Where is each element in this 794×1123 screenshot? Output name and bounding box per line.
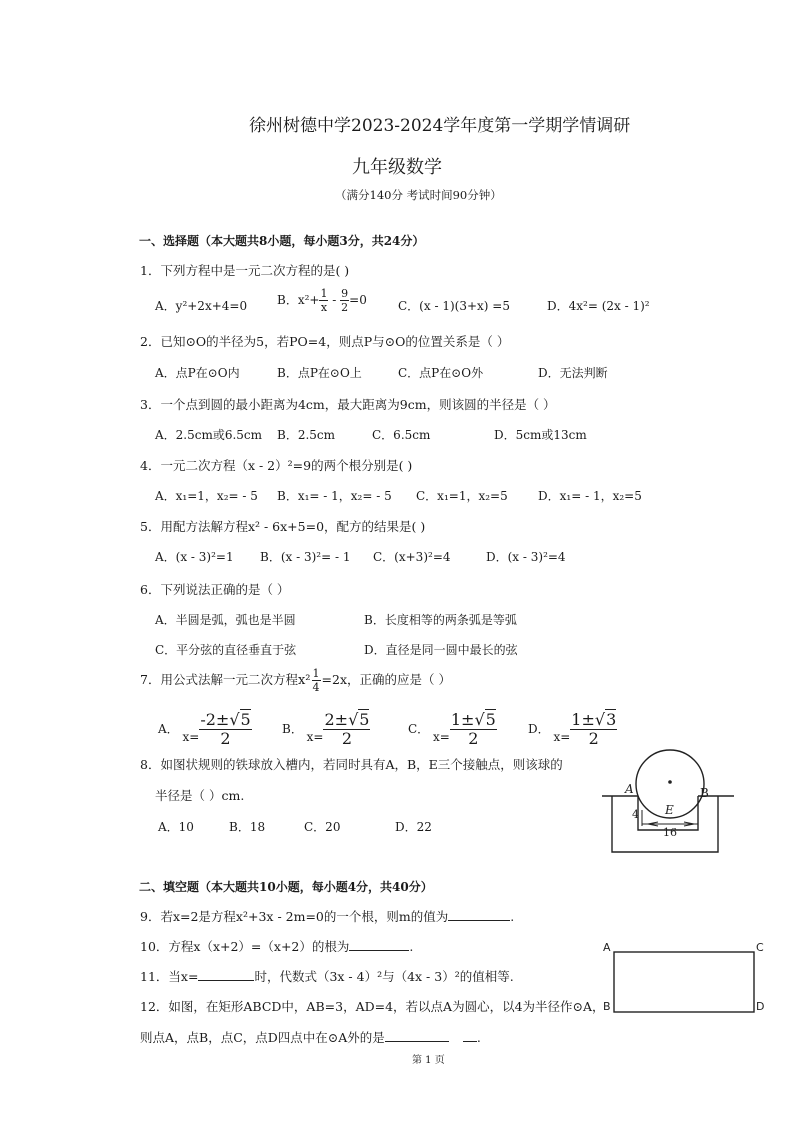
rect-label-d: D [756,1000,765,1013]
question-2-stem: 2．已知⊙O的半径为5，若PO=4，则点P与⊙O的位置关系是（ ） [140,334,510,349]
q5-option-b: B．(x - 3)²= - 1 [260,550,351,564]
subject-title: 九年级数学 [352,157,442,178]
q1-option-c: C．(x - 1)(3+x) =5 [398,299,510,313]
school-title: 徐州树德中学2023-2024学年度第一学期学情调研 [249,116,631,136]
rect-label-b: B [603,1000,611,1013]
q4-option-a: A．x₁=1，x₂= - 5 [155,489,258,503]
question-1-stem: 1．下列方程中是一元二次方程的是( ) [140,263,350,278]
question-6-stem: 6．下列说法正确的是（ ） [140,582,290,597]
q5-option-c: C．(x+3)²=4 [373,550,451,564]
section-heading-fill: 二、填空题（本大题共10小题，每小题4分，共40分） [139,880,433,894]
q4-option-d: D．x₁= - 1，x₂=5 [538,489,642,503]
q7-option-a: A． x= $\frac{-2\pm√5}{2}$ [158,710,251,748]
question-8-stem-line1: 8．如图状规则的铁球放入槽内，若同时具有A，B，E三个接触点，则该球的 [140,757,563,772]
q4-option-b: B．x₁= - 1，x₂= - 5 [277,489,392,503]
q5-option-d: D．(x - 3)²=4 [486,550,566,564]
exam-info: （满分140分 考试时间90分钟） [335,188,502,202]
question-9: 9．若x=2是方程x²+3x - 2m=0的一个根，则m的值为 . [140,909,515,924]
rectangle-abcd-figure [600,938,772,1020]
q6-option-b: B．长度相等的两条弧是等弧 [364,613,517,627]
question-12-line1: 12．如图，在矩形ABCD中，AB=3，AD=4，若以点A为圆心，以4为半径作⊙A， [140,999,605,1014]
q7-option-d: D． x= $\frac{1\pm√3}{2}$ [528,710,617,748]
q3-option-b: B．2.5cm [277,428,336,442]
q1-option-a: A．y²+2x+4=0 [155,299,248,313]
q2-option-c: C．点P在⊙O外 [398,366,484,380]
question-12-line2: 则点A，点B，点C，点D四点中在⊙A外的是 . [140,1030,481,1045]
q6-option-c: C．平分弦的直径垂直于弦 [155,643,297,657]
figure-label-b: B [700,786,709,800]
q10-answer-blank[interactable] [349,938,409,951]
q6-option-d: D．直径是同一圆中最长的弦 [364,643,518,657]
q11-answer-blank[interactable] [198,968,254,981]
q2-option-b: B．点P在⊙O上 [277,366,362,380]
section-heading-choice: 一、选择题（本大题共8小题，每小题3分，共24分） [139,234,425,248]
q3-option-a: A．2.5cm或6.5cm [155,428,263,442]
q2-option-d: D．无法判断 [538,366,608,380]
q8-option-c: C．20 [304,820,341,834]
q2-option-a: A．点P在⊙O内 [155,366,240,380]
q8-option-a: A．10 [158,820,194,834]
question-8-stem-line2: 半径是（ ）cm. [155,788,245,803]
ball-center-point [668,780,672,784]
q1-option-d: D．4x²= (2x - 1)² [547,299,650,313]
q12-answer-blank[interactable] [385,1029,449,1042]
q8-option-d: D．22 [395,820,432,834]
q9-answer-blank[interactable] [448,908,510,921]
figure-label-16: 16 [663,826,677,839]
q7-option-b: B． x= $\frac{2\pm√5}{2}$ [282,710,370,748]
ball-in-groove-figure [598,738,738,856]
question-7-stem: 7．用公式法解一元二次方程x² $\frac{1}{4}$ =2x，正确的应是（ ） [140,667,451,694]
q5-option-a: A．(x - 3)²=1 [155,550,234,564]
figure-label-e: E [665,803,674,817]
question-3-stem: 3．一个点到圆的最小距离为4cm，最大距离为9cm，则该圆的半径是（ ） [140,397,556,412]
question-4-stem: 4．一元二次方程（x - 2）²=9的两个根分别是( ) [140,458,413,473]
question-5-stem: 5．用配方法解方程x² - 6x+5=0，配方的结果是( ) [140,519,426,534]
q4-option-c: C．x₁=1，x₂=5 [416,489,508,503]
figure-label-4: 4 [632,808,639,821]
rect-label-a: A [603,941,611,954]
q3-option-c: C．6.5cm [372,428,431,442]
figure-label-a: A [625,782,634,796]
rect-label-c: C [756,941,764,954]
q3-option-d: D．5cm或13cm [494,428,587,442]
q6-option-a: A．半圆是弧，弧也是半圆 [155,613,296,627]
q1-option-b: B．x²+ $\frac{1}{x}$ - $\frac{9}{2}$ =0 [277,287,367,314]
q8-option-b: B．18 [229,820,266,834]
question-10: 10．方程x（x+2）=（x+2）的根为 . [140,939,414,954]
page-number: 第 1 页 [412,1055,445,1066]
question-11: 11．当x= 时，代数式（3x - 4）²与（4x - 3）²的值相等. [140,969,514,984]
q7-option-c: C． x= $\frac{1\pm√5}{2}$ [408,710,496,748]
